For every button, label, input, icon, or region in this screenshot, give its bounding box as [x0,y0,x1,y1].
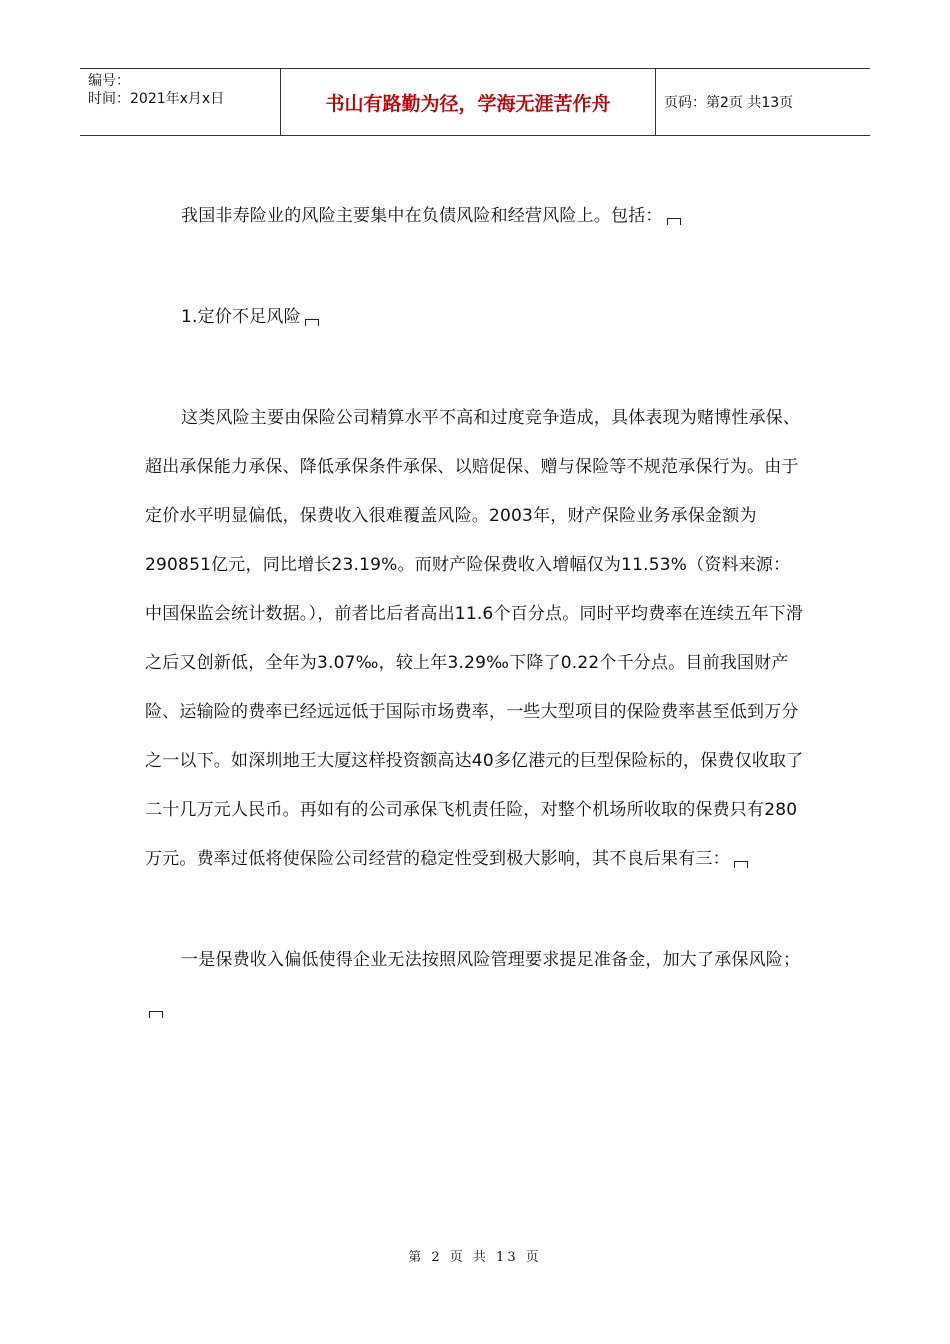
paragraph-mark-icon [305,319,319,326]
paragraph-mark-icon [149,1011,163,1018]
paragraph-point-one [145,936,805,1034]
header-motto: 书山有路勤为径，学海无涯苦作舟 [281,69,656,135]
time-label: 时间：2021年x月x日 [88,91,225,107]
paragraph-mark-icon [734,861,748,868]
number-label: 编号： [88,73,130,89]
header-page-code: 页码：第2页 共13页 [664,95,794,111]
paragraph-intro [145,192,805,241]
paragraph-point-one-text: 一是保费收入偏低使得企业无法按照风险管理要求提足准备金，加大了承保风险； [181,950,801,970]
document-body [145,192,805,1034]
page-header [80,68,870,136]
section-heading [145,293,805,342]
header-meta [80,69,281,135]
paragraph-main-text: 这类风险主要由保险公司精算水平不高和过度竞争造成，具体表现为赌博性承保、超出承保能力承保、降低承保条件承保、以赔促保、赠与保险等不规范承保行为。由于定价水平明显偏低，保费收入很难覆盖风险。2003年，财产保险业务承保金额为290851亿元，同比增长23.19%。而财产险保费收入增幅仅为11.53%（资料来源：中国保监会统计数据。），前者比后者高出11.6个百分点。同时平均费率在连续五年下滑之后又创新低，全年为3.07‰，较上年3.29‰下降了0.22个千分点。目前我国财产险、运输险的费率已经远远低于国际市场费率，一些大型项目的保险费率甚至低到万分之一以下。如深圳地王大厦这样投资额高达40多亿港元的巨型保险标的，保费仅收取了二十几万元人民币。再如有的公司承保飞机责任险，对整个机场所收取的保费只有280万元。费率过低将使保险公司经营的稳定性受到极大影响，其不良后果有三： [145,408,804,869]
paragraph-main [145,394,805,884]
section-heading-text: 1.定价不足风险 [181,307,301,327]
paragraph-mark-icon [667,218,681,225]
paragraph-intro-text: 我国非寿险业的风险主要集中在负债风险和经营风险上。包括： [181,206,663,226]
page-footer: 第 2 页 共 13 页 [408,1250,542,1265]
